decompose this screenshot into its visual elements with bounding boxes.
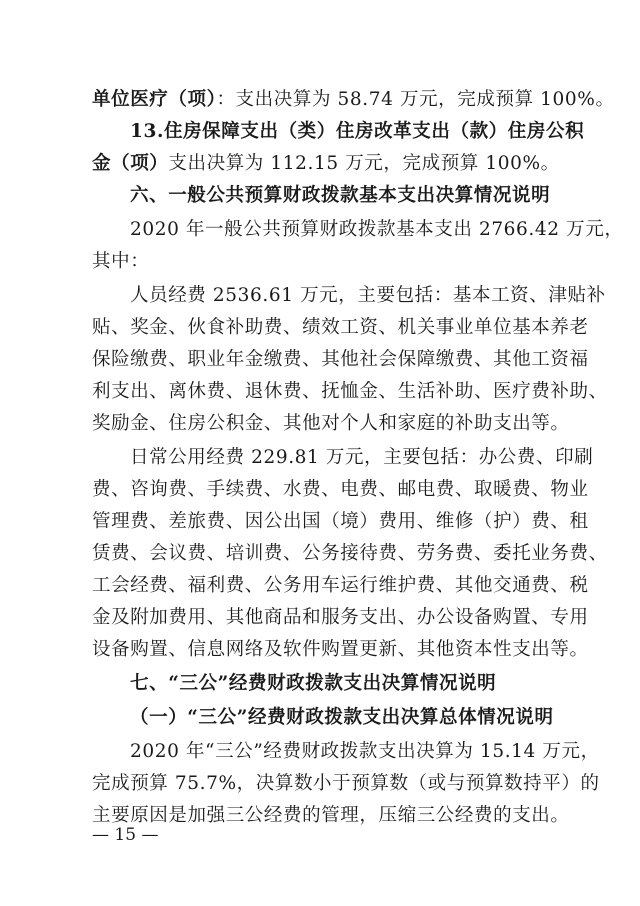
- text-line: [92, 574, 640, 598]
- line-text: 其中：: [92, 251, 150, 272]
- line-text: 保险缴费、职业年金缴费、其他社会保障缴费、其他工资福: [92, 349, 589, 370]
- text-line: [130, 284, 640, 308]
- line-text: 完成预算 75.7%，决算数小于预算数（或与预算数持平）的: [92, 773, 600, 794]
- text-line: [92, 510, 640, 534]
- text-line: [92, 772, 640, 796]
- heading-text: 七、“三公”经费财政拨款支出决算情况说明: [130, 673, 497, 694]
- text-line: [92, 542, 640, 566]
- text-line: [92, 478, 640, 502]
- line-text: 赁费、会议费、培训费、公务接待费、劳务费、委托业务费、: [92, 543, 608, 564]
- line-text: 费、咨询费、手续费、水费、电费、邮电费、取暖费、物业: [92, 479, 589, 500]
- text-line: [130, 218, 640, 242]
- subsection-heading: [130, 706, 640, 730]
- page-number: — 15 —: [92, 825, 159, 845]
- line-text: 金及附加费用、其他商品和服务支出、办公设备购置、专用: [92, 607, 589, 628]
- text-line: [92, 152, 640, 176]
- line-text: 主要原因是加强三公经费的管理，压缩三公经费的支出。: [92, 805, 570, 826]
- text-line: [130, 446, 640, 470]
- text-line: [92, 250, 640, 274]
- line-text: 利支出、离休费、退休费、抚恤金、生活补助、医疗费补助、: [92, 381, 608, 402]
- bold-label: 金（项）: [92, 153, 169, 174]
- line-text: 支出决算为 112.15 万元，完成预算 100%。: [168, 153, 560, 174]
- line-text: 贴、奖金、伙食补助费、绩效工资、机关事业单位基本养老: [92, 317, 589, 338]
- line-text: 2020 年一般公共预算财政拨款基本支出 2766.42 万元，: [130, 219, 624, 240]
- text-line: [92, 348, 640, 372]
- line-text: 2020 年“三公”经费财政拨款支出决算为 15.14 万元，: [130, 741, 600, 762]
- bold-label: 13.住房保障支出（类）住房改革支出（款）住房公积: [130, 121, 585, 142]
- line-text: 奖励金、住房公积金、其他对个人和家庭的补助支出等。: [92, 413, 570, 434]
- text-line: [92, 606, 640, 630]
- heading-text: 六、一般公共预算财政拨款基本支出决算情况说明: [130, 185, 551, 206]
- section-heading: [130, 672, 640, 696]
- line-text: ：支出决算为 58.74 万元，完成预算 100%。: [216, 89, 615, 110]
- text-line: [92, 804, 640, 828]
- line-text: 人员经费 2536.61 万元，主要包括：基本工资、津贴补: [130, 285, 606, 306]
- line-text: 管理费、差旅费、因公出国（境）费用、维修（护）费、租: [92, 511, 589, 532]
- text-line: [130, 740, 640, 764]
- bold-label: 单位医疗（项）: [92, 89, 217, 110]
- text-line: [92, 316, 640, 340]
- section-heading: [130, 184, 640, 208]
- line-text: 日常公用经费 229.81 万元，主要包括：办公费、印刷: [130, 447, 594, 468]
- line-text: 工会经费、福利费、公务用车运行维护费、其他交通费、税: [92, 575, 589, 596]
- heading-text: （一）“三公”经费财政拨款支出决算总体情况说明: [130, 707, 554, 728]
- text-line: [92, 88, 640, 112]
- text-line: [130, 120, 640, 144]
- text-line: [92, 412, 640, 436]
- text-line: [92, 380, 640, 404]
- text-line: [92, 638, 640, 662]
- line-text: 设备购置、信息网络及软件购置更新、其他资本性支出等。: [92, 639, 589, 660]
